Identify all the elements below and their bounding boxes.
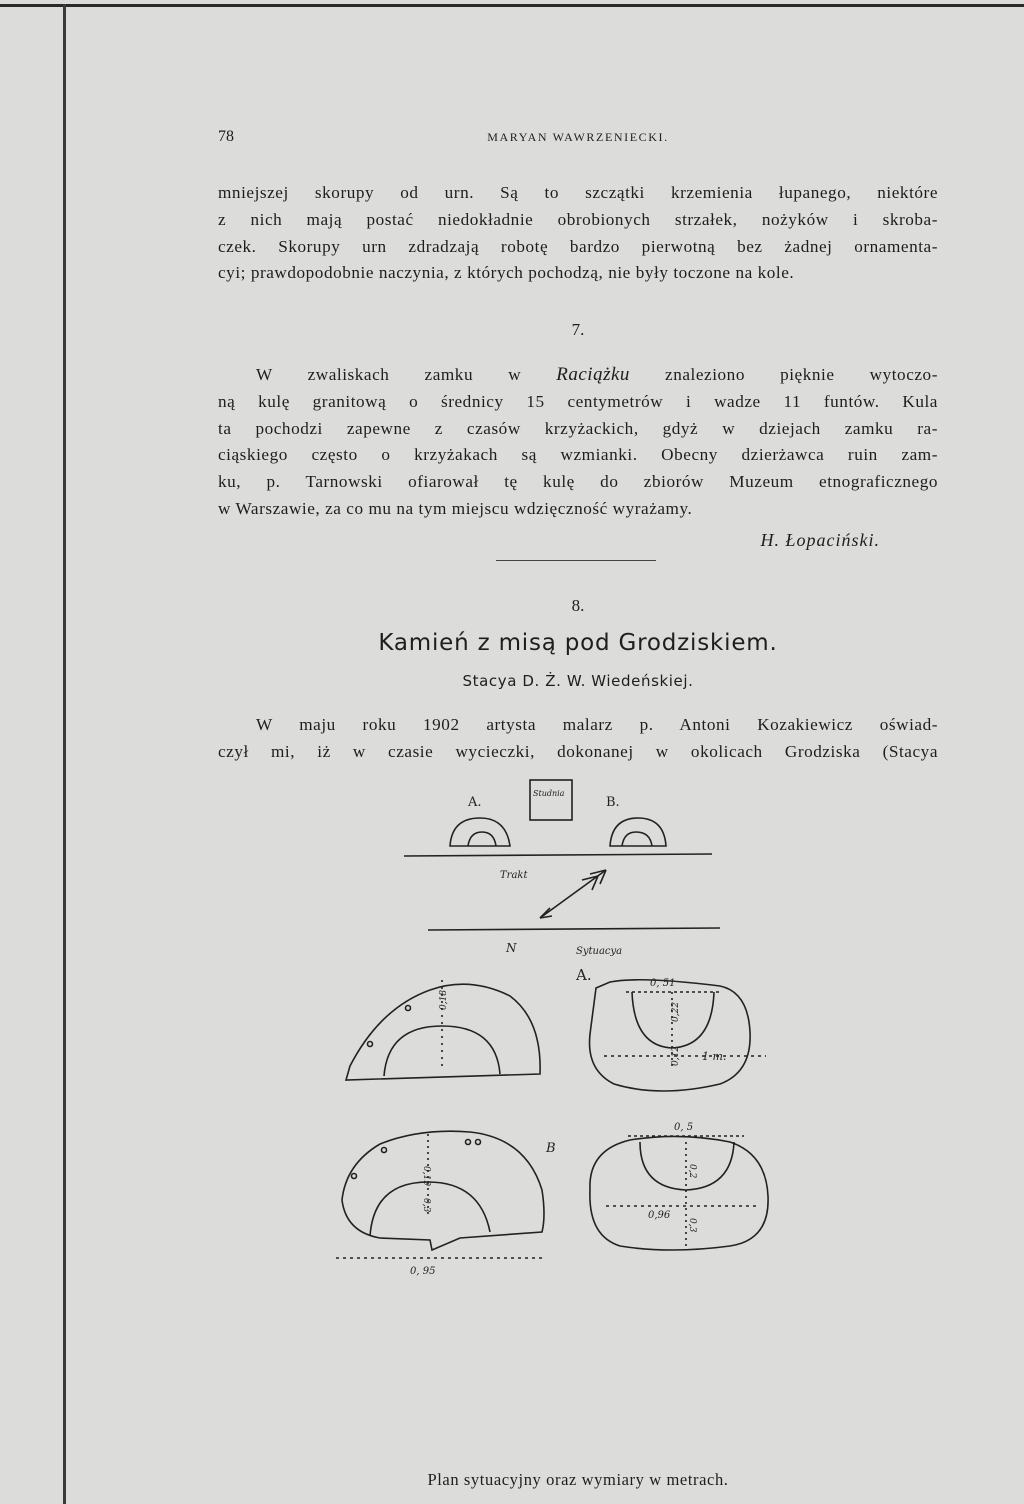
dim-03b: 0,3 (687, 1218, 697, 1233)
dim-096: 0,96 (648, 1210, 671, 1221)
section-separator (496, 560, 656, 561)
label-b-detail: B (546, 1141, 556, 1156)
section-number-8: 8. (571, 596, 585, 615)
dot-mark (466, 1140, 471, 1145)
road-line-top (404, 854, 712, 856)
top-border-line (0, 4, 1024, 7)
label-b: B. (606, 795, 620, 810)
north-arrow-tip (540, 908, 552, 918)
figure-caption: Plan sytuacyjny oraz wymiary w metrach. (427, 1470, 729, 1489)
dim-022: 0,22 (671, 1001, 681, 1022)
label-a: A. (468, 795, 482, 810)
running-title: MARYAN WAWRZENIECKI. (487, 130, 669, 144)
text-line: cyi; prawdopodobnie naczynia, z których pochodzą, nie były toczone na kole. (218, 263, 795, 283)
site-plan-drawing (320, 770, 780, 1460)
dim-051: 0, 51 (650, 978, 676, 989)
dim-03: 0,3 (421, 1198, 431, 1213)
text-line: ną kulę granitową o średnicy 15 centymetrów i wadze 11 funtów. Kula (218, 391, 938, 411)
stone-b-plan-outline (590, 1136, 768, 1250)
text-line: W maju roku 1902 artysta malarz p. Antoni Kozakiewicz oświad- (256, 715, 938, 734)
signature: H. Łopaciński. (760, 530, 880, 550)
place-name-raciazek: Raciążku (556, 364, 630, 385)
dim-1m: 1 m. (702, 1050, 727, 1063)
article-title: Kamień z misą pod Grodziskiem. (378, 630, 778, 656)
text-line: ta pochodzi zapewne z czasów krzyżackich, gdyż w dziejach zamku ra- (218, 418, 938, 438)
road-line-bottom (428, 928, 720, 930)
dot-mark (368, 1042, 373, 1047)
dot-mark (382, 1148, 387, 1153)
dot-mark (476, 1140, 481, 1145)
dim-019: 0,19 (421, 1166, 431, 1187)
left-border-line (63, 4, 66, 1504)
text-line: czył mi, iż w czasie wycieczki, dokonanej w okolicach Grodziska (Stacya (218, 741, 938, 761)
site-plan-figure (320, 770, 780, 1460)
line-end: znaleziono pięknie wytoczo- (665, 365, 938, 384)
text-line: ciąskiego często o krzyżakach są wzmianki. Obecny dzierżawca ruin zam- (218, 445, 938, 465)
label-sytuacya: Sytuacya (576, 946, 623, 957)
dot-mark (406, 1006, 411, 1011)
text-line: w Warszawie, za co mu na tym miejscu wdzięczność wyrażamy. (218, 498, 693, 518)
well-symbol (530, 780, 572, 820)
bowl-b-plan (622, 832, 652, 846)
line-start: W zwaliskach zamku w (256, 365, 522, 384)
label-studnia: Studnia (533, 789, 565, 798)
dim-05: 0, 5 (674, 1122, 694, 1133)
page-header (218, 128, 938, 150)
stone-b-section-outline (342, 1131, 544, 1250)
page-number: 78 (218, 128, 234, 145)
dim-095: 0, 95 (410, 1266, 436, 1277)
text-line: czek. Skorupy urn zdradzają robotę bardzo pierwotną bez żadnej ornamenta- (218, 236, 938, 256)
label-a-detail: A. (576, 966, 592, 984)
text-line (218, 362, 938, 389)
dim-018: 0,18 (439, 989, 449, 1010)
stone-b-bowl-plan (640, 1142, 734, 1190)
label-trakt: Trakt (500, 870, 528, 881)
text-line: z nich mają postać niedokładnie obrobionych strzałek, nożyków i skroba- (218, 209, 938, 229)
article-subtitle: Stacya D. Ż. W. Wiedeńskiej. (462, 672, 694, 690)
paragraph-section-7 (218, 362, 938, 523)
section-number-7: 7. (571, 320, 585, 339)
stone-a-plan-outline (590, 980, 751, 1091)
paragraph-section-8 (218, 712, 938, 766)
dim-012: 0,12 (671, 1045, 681, 1066)
paragraph-1 (218, 180, 938, 287)
dim-02: 0,2 (687, 1164, 697, 1179)
label-north: N (506, 941, 517, 955)
dot-mark (352, 1174, 357, 1179)
text-line: mniejszej skorupy od urn. Są to szczątki krzemienia łupanego, niektóre (218, 183, 938, 202)
bowl-a-plan (468, 832, 496, 846)
text-line: ku, p. Tarnowski ofiarował tę kulę do zbiorów Muzeum etnograficznego (218, 472, 938, 492)
